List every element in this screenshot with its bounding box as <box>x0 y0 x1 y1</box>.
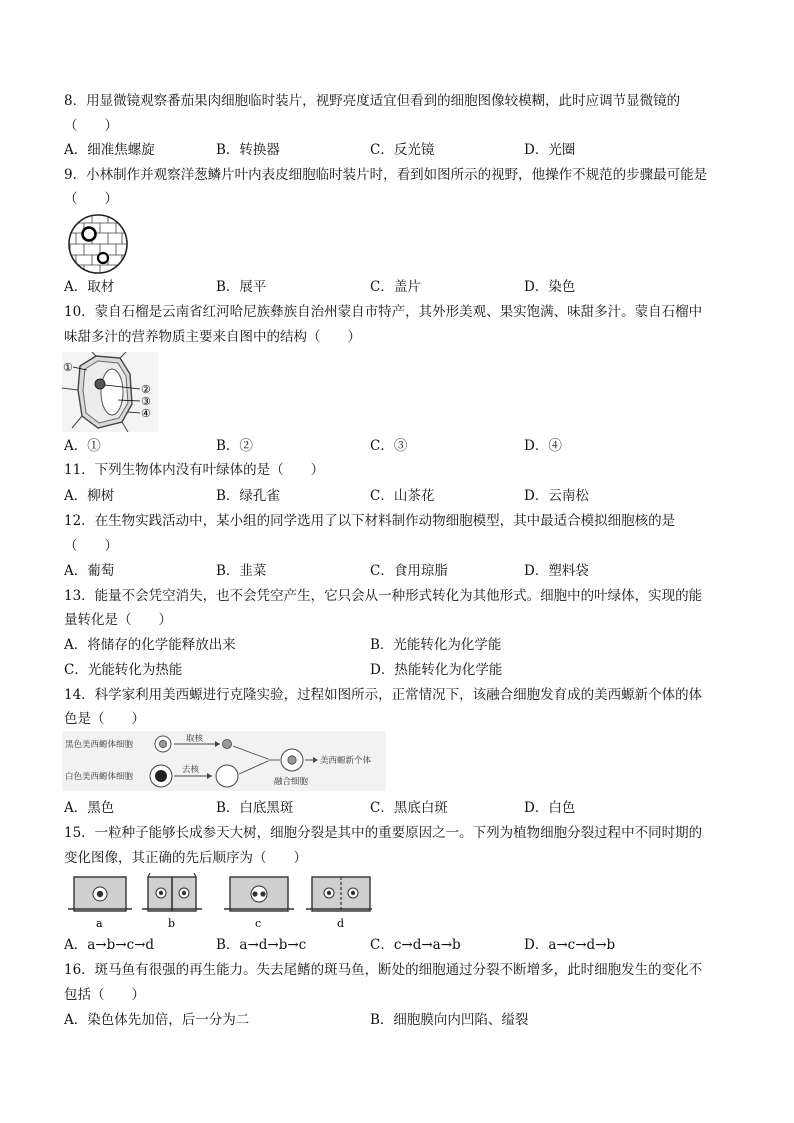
question-8-stem: 8．用显微镜观察番茄果肉细胞临时装片，视野亮度适宜但看到的细胞图像较模糊，此时应调节显微镜的 <box>64 93 681 109</box>
onion-cell-field-figure <box>64 213 132 275</box>
option-a[interactable]: A．葡萄 <box>64 563 115 579</box>
plant-cell-structure-figure <box>62 352 158 432</box>
option-d[interactable]: D．热能转化为化学能 <box>370 662 503 678</box>
option-d[interactable]: D．云南松 <box>524 488 589 504</box>
question-9-options <box>64 278 744 296</box>
option-b[interactable]: B．细胞膜向内凹陷、缢裂 <box>370 1012 529 1028</box>
option-d[interactable]: D．④ <box>524 438 562 454</box>
option-b[interactable]: B．韭菜 <box>216 563 267 579</box>
nucleus-icon <box>95 379 105 389</box>
option-b[interactable]: B．绿孔雀 <box>216 488 280 504</box>
option-a[interactable]: A．染色体先加倍，后一分为二 <box>64 1012 250 1028</box>
option-d[interactable]: D．染色 <box>524 279 576 295</box>
option-d[interactable]: D．白色 <box>524 800 576 816</box>
question-12-options <box>64 562 744 580</box>
stage-c-icon <box>224 877 294 911</box>
question-14-stem: 14．科学家利用美西螈进行克隆实验，过程如图所示，正常情况下，该融合细胞发育成的美西螈新个体的体 <box>64 687 703 703</box>
question-14-stem-cont: 色是（ ） <box>64 711 145 727</box>
option-b[interactable]: B．a→d→b→c <box>216 937 307 953</box>
option-b[interactable]: B．白底黑斑 <box>216 800 294 816</box>
label-1: ① <box>63 361 73 374</box>
black-donor-label: 黑色美西螈体细胞 <box>65 740 134 750</box>
remove-nucleus-label: 去核 <box>182 765 200 775</box>
option-b[interactable]: B．展平 <box>216 279 267 295</box>
question-13-options-row2 <box>64 661 744 679</box>
question-11-options <box>64 487 744 505</box>
question-10-stem-cont: 味甜多汁的营养物质主要来自图中的结构（ ） <box>64 329 361 345</box>
question-15-stem-cont: 变化图像，其正确的先后顺序为（ ） <box>64 850 307 866</box>
question-12-bracket: （ ） <box>64 538 118 554</box>
option-b[interactable]: B．转换器 <box>216 142 280 158</box>
white-donor-label: 白色美西螈体细胞 <box>65 772 134 782</box>
new-individual-label: 美西螈新个体 <box>320 756 372 766</box>
question-16-options <box>64 1011 744 1029</box>
question-8-options <box>64 141 744 159</box>
question-12-stem: 12．在生物实践活动中，某小组的同学选用了以下材料制作动物细胞模型，其中最适合模拟细胞核的是 <box>64 513 676 529</box>
question-14-options <box>64 799 744 817</box>
stage-a-label: a <box>96 917 103 930</box>
option-c[interactable]: C．反光镜 <box>370 142 435 158</box>
option-c[interactable]: C．c→d→a→b <box>370 937 461 953</box>
question-10-options <box>64 437 744 455</box>
question-9-stem: 9．小林制作并观察洋葱鳞片叶内表皮细胞临时装片时，看到如图所示的视野，他操作不规范的步骤最可能是 <box>64 167 708 183</box>
question-15-stem: 15．一粒种子能够长成参天大树，细胞分裂是其中的重要原因之一。下列为植物细胞分裂过程中不同时期的 <box>64 825 703 841</box>
option-c[interactable]: C．食用琼脂 <box>370 563 448 579</box>
question-9-bracket: （ ） <box>64 191 118 207</box>
option-c[interactable]: C．光能转化为热能 <box>64 662 183 678</box>
label-3: ③ <box>141 395 151 408</box>
option-a[interactable]: A．将储存的化学能释放出来 <box>64 637 236 653</box>
fused-cell-label: 融合细胞 <box>274 777 309 787</box>
option-a[interactable]: A．a→b→c→d <box>64 937 155 953</box>
air-bubble-large-icon <box>83 228 96 241</box>
stage-c-label: c <box>255 917 262 930</box>
question-11-stem: 11．下列生物体内没有叶绿体的是（ ） <box>64 462 325 478</box>
option-b[interactable]: B．② <box>216 438 253 454</box>
cell-division-stages-figure <box>64 871 374 931</box>
stage-d-label: d <box>337 917 345 930</box>
stage-b-label: b <box>168 917 176 930</box>
option-c[interactable]: C．盖片 <box>370 279 421 295</box>
label-2: ② <box>141 383 151 396</box>
air-bubble-small-icon <box>98 253 108 263</box>
question-16-stem-cont: 包括（ ） <box>64 987 145 1003</box>
question-16-stem: 16．斑马鱼有很强的再生能力。失去尾鳍的斑马鱼，断处的细胞通过分裂不断增多，此时细胞发生的变化不 <box>64 962 703 978</box>
option-d[interactable]: D．a→c→d→b <box>524 937 616 953</box>
question-8-bracket: （ ） <box>64 118 118 134</box>
option-c[interactable]: C．山茶花 <box>370 488 435 504</box>
option-b[interactable]: B．光能转化为化学能 <box>370 637 502 653</box>
option-a[interactable]: A．取材 <box>64 279 115 295</box>
option-a[interactable]: A．细准焦螺旋 <box>64 142 155 158</box>
option-a[interactable]: A．柳树 <box>64 488 115 504</box>
question-10-stem: 10．蒙自石榴是云南省红河哈尼族彝族自治州蒙自市特产，其外形美观、果实饱满、味甜多汁。蒙自石榴中 <box>64 304 703 320</box>
axolotl-cloning-figure <box>62 731 386 791</box>
stage-b-icon <box>142 873 202 911</box>
option-a[interactable]: A．黑色 <box>64 800 115 816</box>
take-nucleus-label: 取核 <box>186 734 204 744</box>
question-13-stem-cont: 量转化是（ ） <box>64 612 172 628</box>
option-a[interactable]: A．① <box>64 438 101 454</box>
question-13-options-row1 <box>64 636 744 654</box>
option-c[interactable]: C．③ <box>370 438 408 454</box>
question-13-stem: 13．能量不会凭空消失，也不会凭空产生，它只会从一种形式转化为其他形式。细胞中的叶绿体，实现的能 <box>64 588 703 604</box>
option-c[interactable]: C．黑底白斑 <box>370 800 448 816</box>
label-4: ④ <box>141 407 151 420</box>
stage-d-icon <box>306 877 372 911</box>
question-15-options <box>64 936 744 954</box>
option-d[interactable]: D．光圈 <box>524 142 576 158</box>
option-d[interactable]: D．塑料袋 <box>524 563 589 579</box>
stage-a-icon <box>68 877 132 911</box>
